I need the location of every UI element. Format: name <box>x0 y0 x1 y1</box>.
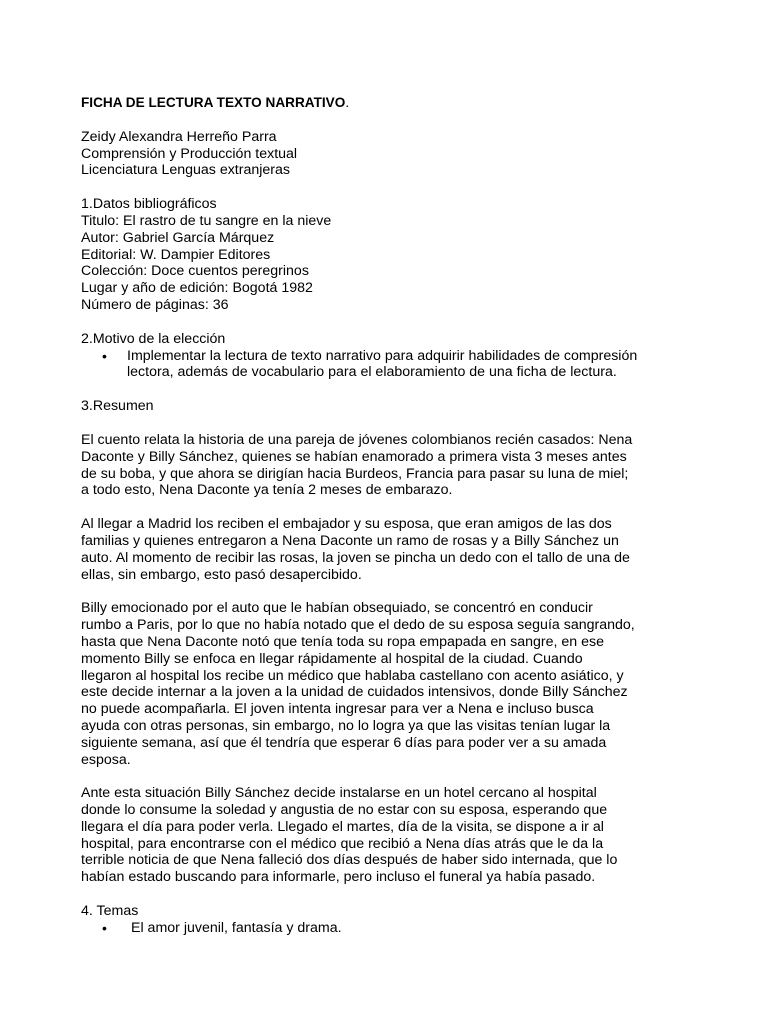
paragraph-line: este decide internar a la joven a la unidad de cuidados intensivos, donde Billy Sánchez <box>81 684 628 701</box>
paragraph-line: momento Billy se enfoca en llegar rápidamente al hospital de la ciudad. Cuando <box>81 650 583 667</box>
paragraph-line: a todo esto, Nena Daconte ya tenía 2 meses de embarazo. <box>81 482 453 499</box>
section-summary-heading-block <box>81 398 698 415</box>
biblio-collection: Colección: Doce cuentos peregrinos <box>81 263 309 280</box>
paragraph-line: Al llegar a Madrid los reciben el embajador y su esposa, que eran amigos de las dos <box>81 516 612 533</box>
summary-paragraph <box>81 785 698 886</box>
document-title-text: FICHA DE LECTURA TEXTO NARRATIVO <box>81 95 346 110</box>
section-heading: 3.Resumen <box>81 398 154 415</box>
section-heading: 2.Motivo de la elección <box>81 330 226 347</box>
paragraph-line: rumbo a Paris, por lo que no había notado que el dedo de su esposa seguía sangrando, <box>81 617 635 634</box>
bullet-icon: • <box>102 919 107 936</box>
section-choice-reason <box>81 331 698 381</box>
paragraph-line: no puede acompañarla. El joven intenta ingresar para ver a Nena e incluso busca <box>81 701 594 718</box>
biblio-author: Autor: Gabriel García Márquez <box>81 229 275 246</box>
paragraph-line: hasta que Nena Daconte notó que tenía toda su ropa empapada en sangre, en ese <box>81 633 604 650</box>
paragraph-line: terrible noticia de que Nena falleció dos días después de haber sido internada, que lo <box>81 852 618 869</box>
paragraph-line: ellas, sin embargo, esto pasó desapercibido. <box>81 566 362 583</box>
biblio-page-count: Número de páginas: 36 <box>81 296 229 313</box>
program-name: Licenciatura Lenguas extranjeras <box>81 162 291 179</box>
paragraph-line: donde lo consume la soledad y angustia de no estar con su esposa, esperando que <box>81 802 608 819</box>
list-item <box>81 348 698 382</box>
paragraph-line: siguiente semana, así que él tendría que esperar 6 días para poder ver a su amada <box>81 734 607 751</box>
bullet-list <box>81 920 698 937</box>
section-bibliographic-data <box>81 196 698 314</box>
list-item-line: Implementar la lectura de texto narrativo para adquirir habilidades de compresión <box>127 347 638 364</box>
paragraph-line: Ante esta situación Billy Sánchez decide instalarse en un hotel cercano al hospital <box>81 785 597 802</box>
section-heading: 4. Temas <box>81 903 139 920</box>
biblio-title: Titulo: El rastro de tu sangre en la nieve <box>81 212 332 229</box>
summary-paragraph <box>81 600 698 768</box>
biblio-publisher: Editorial: W. Dampier Editores <box>81 246 271 263</box>
paragraph-line: esposa. <box>81 751 131 768</box>
summary-paragraph <box>81 516 698 583</box>
section-themes <box>81 903 698 937</box>
paragraph-line: El cuento relata la historia de una pareja de jóvenes colombianos recién casados: Nena <box>81 431 633 448</box>
paragraph-line: ayuda con otras personas, sin embargo, no lo logra ya que las visitas tenían lugar la <box>81 717 611 734</box>
biblio-place-year: Lugar y año de edición: Bogotá 1982 <box>81 280 313 297</box>
list-item <box>81 920 698 937</box>
paragraph-line: Billy emocionado por el auto que le habían obsequiado, se concentró en conducir <box>81 600 593 617</box>
paragraph-line: auto. Al momento de recibir las rosas, la joven se pincha un dedo con el tallo de una de <box>81 549 630 566</box>
paragraph-line: Daconte y Billy Sánchez, quienes se habían enamorado a primera vista 3 meses antes <box>81 448 627 465</box>
paragraph-line: hospital, para encontrarse con el médico que recibió a Nena días atrás que le da la <box>81 835 604 852</box>
section-heading: 1.Datos bibliográficos <box>81 196 217 213</box>
course-name: Comprensión y Producción textual <box>81 145 298 162</box>
author-name: Zeidy Alexandra Herreño Parra <box>81 128 277 145</box>
paragraph-line: de su boba, y que ahora se dirigían hacia Burdeos, Francia para pasar su luna de miel; <box>81 465 629 482</box>
paragraph-line: llegaron al hospital los recibe un médico que hablaba castellano con acento asiático, y <box>81 667 624 684</box>
bullet-list <box>81 348 698 382</box>
list-item-line: El amor juvenil, fantasía y drama. <box>131 919 342 936</box>
author-block <box>81 129 698 179</box>
summary-paragraph <box>81 432 698 499</box>
paragraph-line: habían estado buscando para informarle, pero incluso el funeral ya había pasado. <box>81 869 596 886</box>
list-item-line: lectora, además de vocabulario para el elaboramiento de una ficha de lectura. <box>127 364 617 381</box>
paragraph-line: familias y quienes entregaron a Nena Daconte un ramo de rosas y a Billy Sánchez un <box>81 532 619 549</box>
document-title <box>81 95 698 112</box>
document-title-period: . <box>345 95 350 110</box>
bullet-icon: • <box>102 347 107 364</box>
paragraph-line: llegara el día para poder verla. Llegado el martes, día de la visita, se dispone a ir al <box>81 818 604 835</box>
